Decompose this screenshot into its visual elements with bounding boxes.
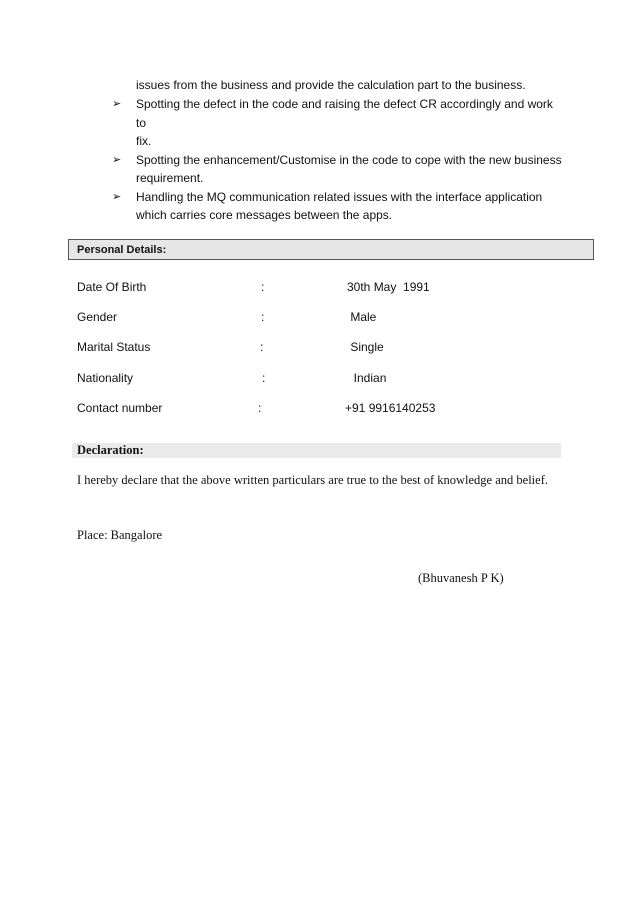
experience-continuation-text: issues from the business and provide the calculation part to the business. [136,78,526,92]
detail-separator: : [261,310,265,324]
bullet-line: Spotting the enhancement/Customise in the code to cope with the new business [136,152,562,167]
detail-label: Gender [77,310,118,324]
detail-row-nationality [77,369,577,387]
arrow-bullet-icon: ➢ [112,98,122,110]
detail-label: Contact number [77,401,163,415]
personal-details-title: Personal Details: [77,244,167,256]
detail-value: Indian [347,371,387,385]
detail-row-contact-number [77,399,577,417]
bullet-line: requirement. [136,171,204,185]
place-text: Place: Bangalore [77,528,163,542]
bullet-line: which carries core messages between the apps. [136,208,393,222]
detail-label: Marital Status [77,340,151,354]
bullet-line: Handling the MQ communication related issues with the interface application [136,189,543,204]
detail-separator: : [260,340,264,354]
declaration-statement: I hereby declare that the above written particulars are true to the best of knowledge and belief. [77,473,548,487]
bullet-line: fix. [136,134,152,148]
detail-separator: : [262,371,266,385]
detail-label: Date Of Birth [77,280,147,294]
detail-separator: : [261,280,265,294]
arrow-bullet-icon: ➢ [112,190,122,203]
bullet-line: Spotting the defect in the code and raising the defect CR accordingly and work to [136,97,553,130]
experience-bullet-item [112,151,564,188]
signature-name: (Bhuvanesh P K) [418,571,504,585]
detail-value: +91 9916140253 [345,401,436,415]
experience-bullet-item [112,95,564,151]
experience-bullet-item [112,188,564,225]
detail-separator: : [258,401,262,415]
detail-label: Nationality [77,371,134,385]
declaration-header [72,443,561,458]
detail-value: Male [347,310,377,324]
declaration-title: Declaration: [77,443,144,457]
detail-row-date-of-birth [77,278,577,296]
detail-row-gender [77,308,577,326]
personal-details-header [68,239,594,260]
detail-value: Single [347,340,384,354]
experience-bullet-list [112,95,564,225]
detail-row-marital-status [77,338,577,356]
detail-value: 30th May 1991 [347,280,430,294]
arrow-bullet-icon: ➢ [112,153,122,166]
